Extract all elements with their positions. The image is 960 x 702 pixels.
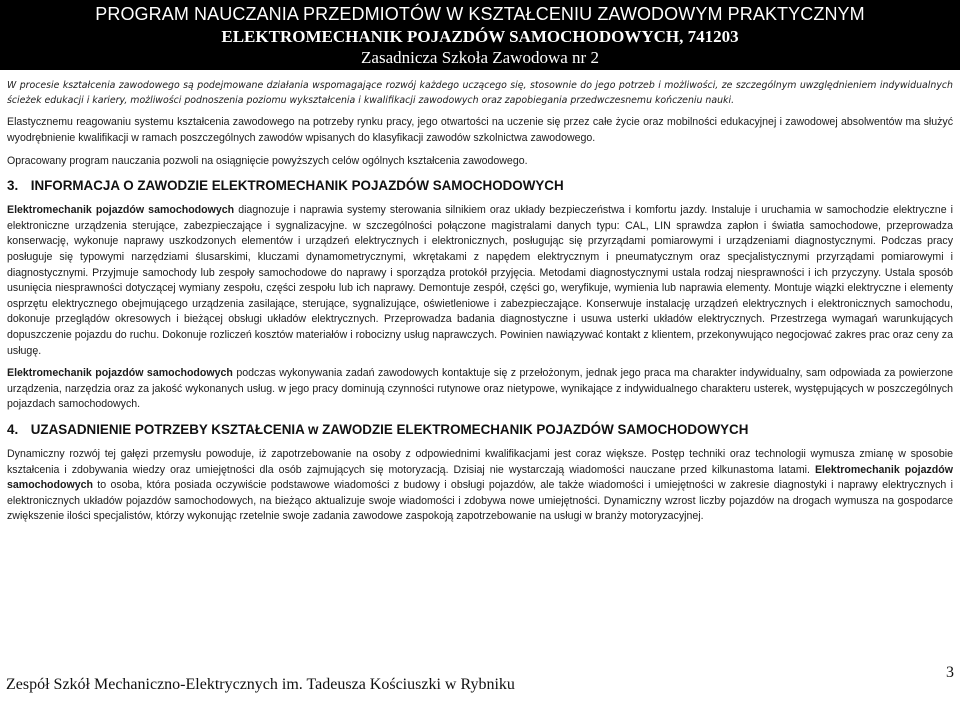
section-3-paragraph-1-text: diagnozuje i naprawia systemy sterowania silnikiem oraz układy bezpieczeństwa i komfortu jazdy. Instaluje i uruchamia w samochodzie elektryczne i elektroniczne urządzenia sterujące, zabezpieczające i sygnalizacyjne. w szczególności połączone magistralami danych typu: CAL, LIN sprawdza zapłon i światła samochodowe, przeprowadza konserwację, wykonuje naprawy uszkodzonych elementów i urządzeń elektrycznych i elektronicznych, posługując się przyrządami pomiarowymi i urządzeniami diagnostycznymi. Podczas pracy posługuje się typowymi narzędziami ślusarskimi, kluczami dynamometrycznymi, wkrętakami z napędem elektrycznym i pneumatycznym oraz specjalistycznymi przyrządami pomiarowymi i diagnostycznymi. Przyjmuje samochody lub zespoły samochodowe do naprawy i sporządza protokół przyjęcia. Metodami diagnostycznymi ustala rodzaj niesprawności i ich przyczyny. Ustala sposób usunięcia niesprawności dotyczącej wymiany zespołu, części zespołu lub ich naprawy. Demontuje zespół, części go, weryfikuje, wymienia lub naprawia elementy. Montuje wiązki elektryczne i elementy osprzętu elektrycznego obejmującego urządzenia zasilające, sterujące, sygnalizujące, oświetleniowe i zabezpieczające. Konserwuje instalację urządzeń elektrycznych i elektronicznych samochodu, dokonuje przeglądów okresowych i bieżącej obsługi układów elektrycznych. Przeprowadza badania diagnostyczne i usuwa usterki układów elektrycznych. Przestrzega wymagań warunkujących dopuszczenie pojazdu do ruchu. Dokonuje rozliczeń kosztów materiałów i robocizny usług naprawczych. Powinien nawiązywać kontakt z klientem, przekonywująco negocjować zakres prac oraz ceny za usługę. [7, 204, 953, 357]
section-4-paragraph-1-text-b: to osoba, która posiada oczywiście podstawowe wiadomości z budowy i obsługi pojazdów, ale także wiadomości i umiejętności w zakresie diagnostyki i naprawy elektrycznych i elektronicznych układów pojazdów samochodowych, na bieżąco aktualizuje swoje wiadomości i zdobywa nowe umiejętności. Dynamiczny wzrost liczby pojazdów na drogach wymusza na gospodarce zwiększenie ilości specjalistów, którzy wykonując rzetelnie swoje zadania zawodowe zaspokoją zapotrzebowanie na usługi w branży motoryzacyjnej. [7, 479, 953, 523]
profession-name-bold: Elektromechanik pojazdów samochodowych [7, 367, 233, 380]
section-3-paragraph-2-text: podczas wykonywania zadań zawodowych kontaktuje się z przełożonym, jednak jego praca ma charakter indywidualny, sam odpowiada za powierzone urządzenia, narzędzia oraz za jakość wykonanych usług. w jego pracy dominują czynności rutynowe oraz nietypowe, wynikające z indywidualnego charakteru usterek, występujących w poszczególnych pojazdach samochodowych. [7, 367, 953, 411]
footer-school-name: Zespół Szkół Mechaniczno-Elektrycznych im. Tadeusza Kościuszki w Rybniku [6, 676, 515, 693]
section-4-number: 4. [7, 421, 19, 437]
page-number: 3 [946, 664, 954, 681]
profession-name-bold: Elektromechanik pojazdów samochodowych [7, 204, 235, 217]
page-header [0, 0, 960, 70]
section-3-paragraph-1 [7, 203, 953, 359]
section-4-title: UZASADNIENIE POTRZEBY KSZTAŁCENIA w ZAWODZIE ELEKTROMECHANIK POJAZDÓW SAMOCHODOWYCH [30, 421, 749, 437]
intro-paragraph-1: W procesie kształcenia zawodowego są podejmowane działania wspomagające rozwój każdego uczącego się, stosownie do jego potrzeb i możliwości, ze szczególnym uwzględnieniem indywidualnych ścieżek edukacji i kariery, możliwości podnoszenia poziomu wykształcenia i kwalifikacji zawodowych oraz zapobiegania przedwczesnemu kończeniu nauki. [7, 80, 953, 107]
section-4-paragraph-1 [7, 447, 953, 525]
section-3-heading [7, 178, 953, 194]
section-3-number: 3. [7, 178, 19, 194]
profession-name-bold: Elektromechanik pojazdów samochodowych [7, 463, 953, 492]
header-school: Zasadnicza Szkoła Zawodowa nr 2 [361, 48, 599, 67]
header-profession: ELEKTROMECHANIK POJAZDÓW SAMOCHODOWYCH, 741203 [221, 27, 739, 46]
intro-paragraph-2: Elastycznemu reagowaniu systemu kształcenia zawodowego na potrzeby rynku pracy, jego otwartości na uczenie się przez całe życie oraz mobilności edukacyjnej i zawodowej absolwentów ma służyć wyodrębnienie kwalifikacji w ramach poszczególnych zawodów wpisanych do klasyfikacji zawodów szkolnictwa zawodowego. [7, 116, 953, 144]
document-body [7, 78, 953, 532]
section-3-title: INFORMACJA O ZAWODZIE ELEKTROMECHANIK POJAZDÓW SAMOCHODOWYCH [30, 178, 564, 194]
section-3-paragraph-2 [7, 366, 953, 413]
section-4-paragraph-1-text-a: Dynamiczny rozwój tej gałęzi przemysłu powoduje, iż zapotrzebowanie na osoby z odpowiednimi kwalifikacjami jest coraz większe. Postęp techniki oraz technologii wymusza zmianę w sposobie kształcenia i zdobywania wiedzy oraz umiejętności dla osób zajmujących się motoryzacją. Dzisiaj nie wystarczają wiadomości nauczane przed kilkunastoma latami. [7, 447, 953, 476]
section-4-heading [7, 422, 953, 438]
intro-paragraph-3: Opracowany program nauczania pozwoli na osiągnięcie powyższych celów ogólnych kształcenia zawodowego. [7, 154, 528, 167]
header-program-title: PROGRAM NAUCZANIA PRZEDMIOTÓW W KSZTAŁCENIU ZAWODOWYM PRAKTYCZNYM [95, 4, 865, 24]
